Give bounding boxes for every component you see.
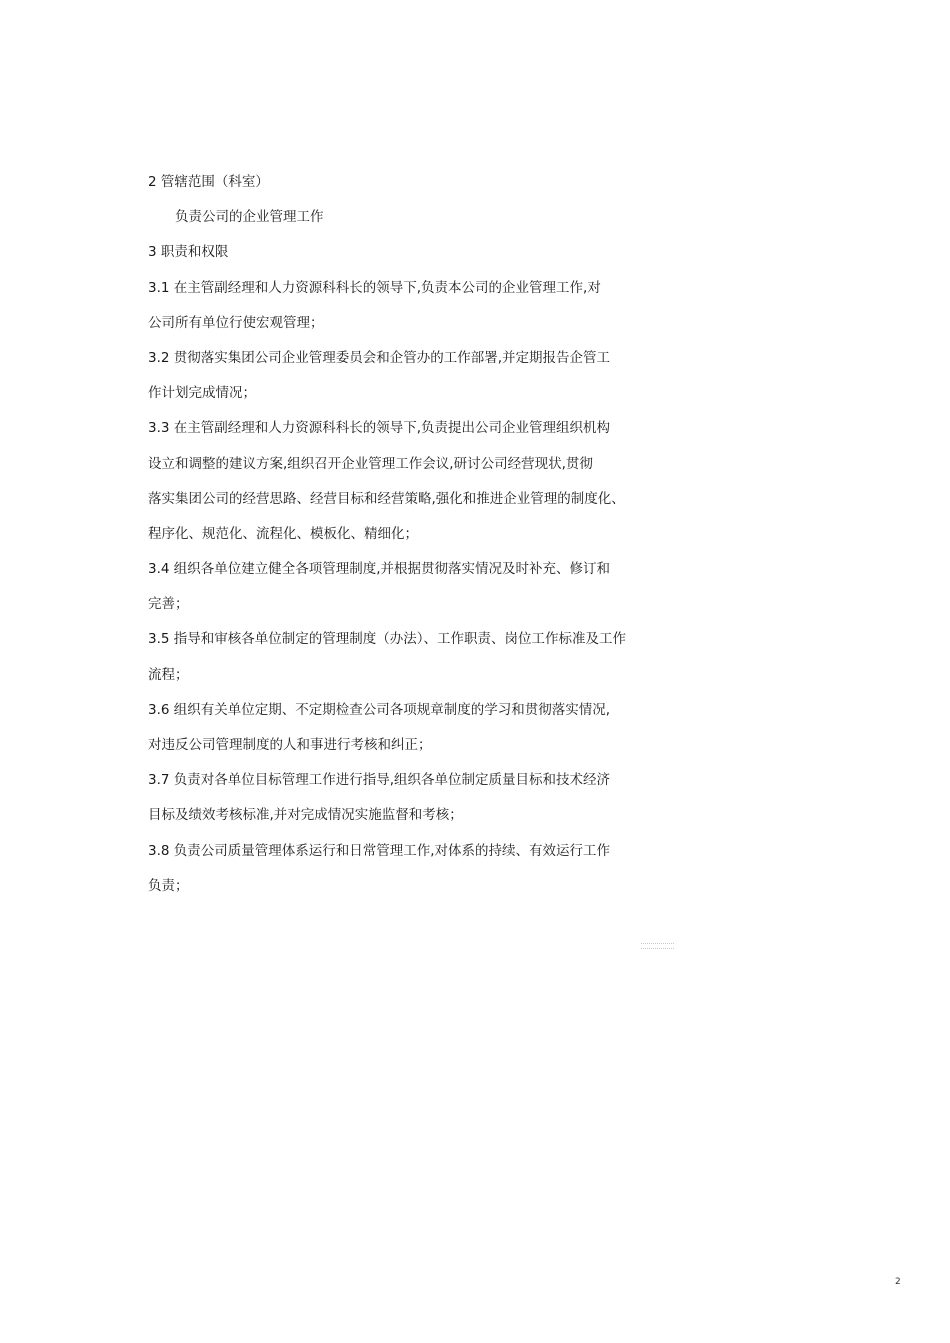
scope-description: 负责公司的企业管理工作: [175, 209, 324, 226]
duty-3-8-line-2: 负责；: [148, 877, 189, 894]
duty-3-5-line-1: 3.5 指导和审核各单位制定的管理制度（办法）、工作职责、岗位工作标准及工作: [148, 631, 627, 648]
page-number: 2: [895, 1277, 901, 1287]
section-heading-duties: 3 职责和权限: [148, 244, 229, 261]
duty-3-8-line-1: 3.8 负责公司质量管理体系运行和日常管理工作,对体系的持续、有效运行工作: [148, 842, 611, 859]
duty-3-2-line-2: 作计划完成情况；: [148, 385, 256, 402]
duty-3-1-line-1: 3.1 在主管副经理和人力资源科科长的领导下,负责本公司的企业管理工作,对: [148, 279, 601, 296]
duty-3-3-line-4: 程序化、规范化、流程化、模板化、精细化；: [148, 525, 418, 542]
duty-3-7-line-2: 目标及绩效考核标准,并对完成情况实施监督和考核；: [148, 807, 463, 824]
section-heading-scope: 2 管辖范围（科室）: [148, 174, 269, 190]
duty-3-7-line-1: 3.7 负责对各单位目标管理工作进行指导,组织各单位制定质量目标和技术经济: [148, 772, 611, 789]
duty-3-1-line-2: 公司所有单位行使宏观管理；: [148, 314, 324, 331]
document-body: [148, 165, 628, 904]
duty-3-6-line-1: 3.6 组织有关单位定期、不定期检查公司各项规章制度的学习和贯彻落实情况,: [148, 701, 611, 718]
duty-3-3-line-2: 设立和调整的建议方案,组织召开企业管理工作会议,研讨公司经营现状,贯彻: [148, 455, 593, 472]
duty-3-6-line-2: 对违反公司管理制度的人和事进行考核和纠正；: [148, 737, 432, 753]
duty-3-4-line-2: 完善；: [148, 596, 189, 613]
duty-3-2-line-1: 3.2 贯彻落实集团公司企业管理委员会和企管办的工作部署,并定期报告企管工: [148, 349, 611, 366]
duty-3-3-line-3: 落实集团公司的经营思路、经营目标和经营策略,强化和推进企业管理的制度化、: [148, 490, 625, 507]
duty-3-5-line-2: 流程；: [148, 666, 189, 683]
duty-3-4-line-1: 3.4 组织各单位建立健全各项管理制度,并根据贯彻落实情况及时补充、修订和: [148, 561, 611, 578]
decorative-dotted-mark: [641, 943, 674, 949]
duty-3-3-line-1: 3.3 在主管副经理和人力资源科科长的领导下,负责提出公司企业管理组织机构: [148, 420, 611, 437]
